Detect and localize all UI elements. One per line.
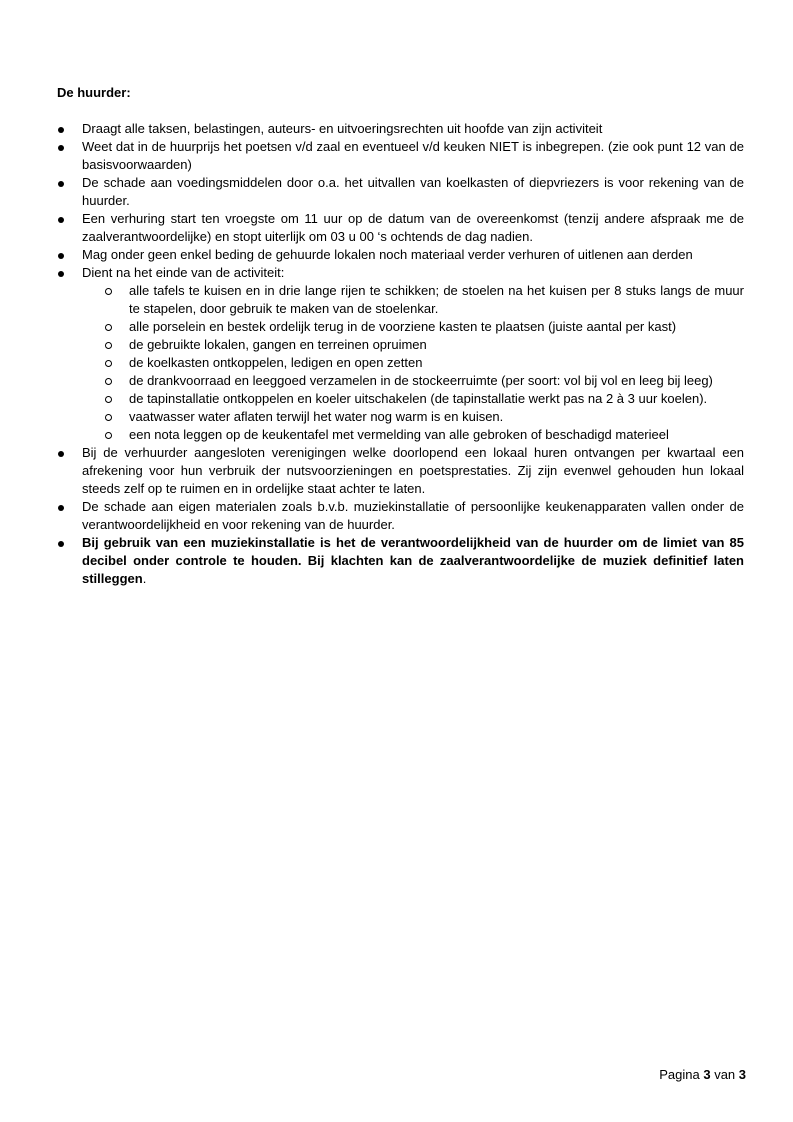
sub-list-item: vaatwasser water aflaten terwijl het water nog warm is en kuisen. — [129, 408, 744, 426]
list-item: Mag onder geen enkel beding de gehuurde lokalen noch materiaal verder verhuren of uitlenen aan derden — [57, 246, 744, 264]
page-number: Pagina 3 van 3 — [659, 1067, 746, 1082]
circle-bullet-icon — [105, 288, 112, 295]
circle-bullet-icon — [105, 432, 112, 439]
list-item: De schade aan eigen materialen zoals b.v.b. muziekinstallatie of persoonlijke keukenapparaten vallen onder de verantwoordelijkheid en voor rekening van de huurder. — [57, 498, 744, 534]
current-page: 3 — [703, 1067, 711, 1082]
list-item-music-rule: Bij gebruik van een muziekinstallatie is het de verantwoordelijkheid van de huurder om de limiet van 85 decibel onder controle te houden. Bij klachten kan de zaalverantwoordelijke de muziek definitief laten stilleggen. — [57, 534, 744, 588]
bullet-icon — [58, 217, 64, 223]
sub-list-item: de koelkasten ontkoppelen, ledigen en open zetten — [129, 354, 744, 372]
conditions-list-container — [57, 120, 744, 588]
section-heading: De huurder: — [57, 85, 131, 100]
list-item: Een verhuring start ten vroegste om 11 uur op de datum van de overeenkomst (tenzij andere afspraak me de zaalverantwoordelijke) en stopt uiterlijk om 03 u 00 ‘s ochtends de dag nadien. — [57, 210, 744, 246]
circle-bullet-icon — [105, 378, 112, 385]
sub-list-item: alle porselein en bestek ordelijk terug in de voorziene kasten te plaatsen (juiste aantal per kast) — [129, 318, 744, 336]
bullet-icon — [58, 127, 64, 133]
circle-bullet-icon — [105, 360, 112, 367]
music-rule-text: Bij gebruik van een muziekinstallatie is het de verantwoordelijkheid van de huurder om de limiet van 85 decibel onder controle te houden. Bij klachten kan de zaalverantwoordelijke de muziek definitief laten stilleggen — [82, 535, 744, 586]
bullet-icon — [58, 145, 64, 151]
circle-bullet-icon — [105, 396, 112, 403]
bullet-icon — [58, 181, 64, 187]
sub-list — [82, 282, 744, 444]
bullet-icon — [58, 253, 64, 259]
total-pages: 3 — [738, 1067, 746, 1082]
list-item: Draagt alle taksen, belastingen, auteurs- en uitvoeringsrechten uit hoofde van zijn activiteit — [57, 120, 744, 138]
sub-list-item: alle tafels te kuisen en in drie lange rijen te schikken; de stoelen na het kuisen per 8 stuks langs de muur te stapelen, door gebruik te maken van de stoelenkar. — [129, 282, 744, 318]
bullet-icon — [58, 505, 64, 511]
list-item: Bij de verhuurder aangesloten verenigingen welke doorlopend een lokaal huren ontvangen per kwartaal een afrekening voor hun verbruik der nutsvoorzieningen en poetsprestaties. Zij zijn evenwel gehouden hun lokaal steeds zelf op te ruimen en in ordelijke staat achter te laten. — [57, 444, 744, 498]
conditions-list — [57, 120, 744, 588]
sub-list-item: de drankvoorraad en leeggoed verzamelen in de stockeerruimte (per soort: vol bij vol en leeg bij leeg) — [129, 372, 744, 390]
list-item-activity: Dient na het einde van de activiteit: alle tafels te kuisen en in drie lange rijen te schikken; de stoelen na het kuisen per 8 stuks langs de muur te stapelen, door gebruik te maken van de stoelenkar. alle porselein en bestek ordelijk terug in de voorziene kasten te plaatsen (juiste aantal per kast) de gebruikte lokalen, gangen en terreinen opruimen de koelkasten ontkoppelen, ledigen en open zetten de drankvoorraad en leeggoed verzamelen in de stockeerruimte (per soort: vol bij vol en leeg bij leeg) de tapinstallatie ontkoppelen en koeler uitschakelen (de tapinstallatie werkt pas na 2 à 3 uur koelen). vaatwasser water aflaten terwijl het water nog warm is en kuisen. een nota leggen op de keukentafel met vermelding van alle gebroken of beschadigd materieel — [57, 264, 744, 444]
list-item: Weet dat in de huurprijs het poetsen v/d zaal en eventueel v/d keuken NIET is inbegrepen. (zie ook punt 12 van de basisvoorwaarden) — [57, 138, 744, 174]
sub-list-item: de gebruikte lokalen, gangen en terreinen opruimen — [129, 336, 744, 354]
circle-bullet-icon — [105, 414, 112, 421]
bullet-icon — [58, 271, 64, 277]
circle-bullet-icon — [105, 342, 112, 349]
sub-list-item: een nota leggen op de keukentafel met vermelding van alle gebroken of beschadigd materieel — [129, 426, 744, 444]
bullet-icon — [58, 451, 64, 457]
list-item: De schade aan voedingsmiddelen door o.a. het uitvallen van koelkasten of diepvriezers is voor rekening van de huurder. — [57, 174, 744, 210]
bullet-icon — [58, 541, 64, 547]
sub-list-item: de tapinstallatie ontkoppelen en koeler uitschakelen (de tapinstallatie werkt pas na 2 à 3 uur koelen). — [129, 390, 744, 408]
circle-bullet-icon — [105, 324, 112, 331]
